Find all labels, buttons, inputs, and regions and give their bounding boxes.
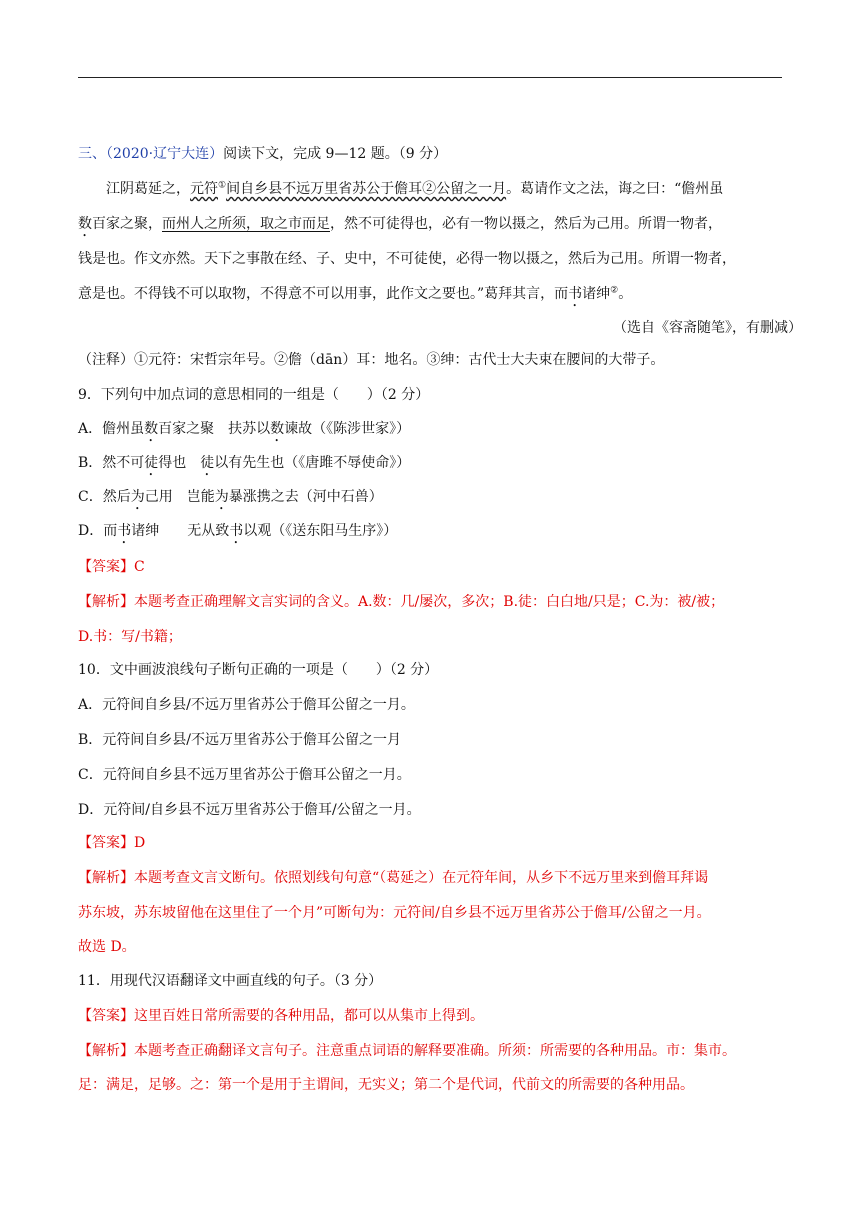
footnote-mark: ② bbox=[422, 181, 437, 197]
analysis-label: 【解析】 bbox=[78, 1043, 134, 1059]
section-instruction: 阅读下文，完成 9—12 题。（9 分） bbox=[223, 146, 448, 162]
q10-analysis-3: 故选 D。 bbox=[78, 939, 136, 955]
dotted-word: 徒 bbox=[144, 455, 159, 471]
q9-analysis-1 bbox=[78, 592, 724, 612]
dotted-word: 书 bbox=[117, 523, 132, 539]
q9-option-b bbox=[78, 453, 410, 479]
dotted-word: 为 bbox=[214, 489, 229, 505]
dotted-word: 数 bbox=[144, 421, 159, 437]
passage-text: 意是也。不得钱不可以取物，不得意不可以用事，此作文之要也。”葛拜其言，而 bbox=[78, 286, 569, 302]
q10-analysis-2: 苏东坡，苏东坡留他在这里住了一个月”可断句为：元符间/自乡县不远万里省苏公于儋耳/公留之一月。 bbox=[78, 905, 711, 921]
q11-answer bbox=[78, 1006, 484, 1026]
q10-option-c: C．元符间自乡县不远万里省苏公于儋耳公留之一月。 bbox=[78, 767, 411, 783]
dotted-word: 徒 bbox=[200, 455, 215, 471]
passage-line-2 bbox=[78, 214, 722, 240]
analysis-text: 本题考查文言文断句。依照划线句句意“（葛延之）在元符年间，从乡下不远万里来到儋耳拜谒 bbox=[134, 870, 709, 886]
passage-notes: （注释）①元符：宋哲宗年号。②儋（dān）耳：地名。③绅：古代士大夫束在腰间的大带子。 bbox=[78, 352, 665, 368]
q10-option-b: B．元符间自乡县/不远万里省苏公于儋耳公留之一月 bbox=[78, 732, 402, 748]
wavy-text: 元符 bbox=[190, 181, 218, 197]
passage-source: （选自《容斋随笔》，有删减） bbox=[613, 320, 802, 336]
footnote-mark: ② bbox=[610, 285, 619, 296]
dotted-word: 为 bbox=[130, 489, 145, 505]
passage-line-1 bbox=[106, 179, 723, 199]
passage-text: 百家之聚， bbox=[92, 216, 162, 232]
q9-option-d bbox=[78, 521, 397, 547]
q10-option-d: D．元符间/自乡县不远万里省苏公于儋耳/公留之一月。 bbox=[78, 802, 421, 818]
option-text: D．而 bbox=[78, 523, 118, 539]
analysis-label: 【解析】 bbox=[78, 594, 134, 610]
header-rule bbox=[78, 77, 782, 78]
section-prefix: 三、（2020·辽宁大连） bbox=[78, 146, 224, 162]
q9-option-a bbox=[78, 419, 410, 445]
passage-text: 诸绅 bbox=[582, 286, 611, 302]
q9-answer bbox=[78, 557, 145, 577]
analysis-text: 本题考查正确理解文言实词的含义。A.数：几/屡次，多次；B.徒：白白地/只是；C.为：被/被； bbox=[134, 594, 725, 610]
answer-value: 这里百姓日常所需要的各种用品，都可以从集市上得到。 bbox=[134, 1008, 484, 1024]
q10-analysis-1 bbox=[78, 868, 708, 888]
section-heading bbox=[78, 144, 447, 164]
footnote-mark: ① bbox=[218, 180, 227, 191]
q10-stem: 10．文中画波浪线句子断句正确的一项是（ ）（2 分） bbox=[78, 662, 439, 678]
wavy-text: 公留之一月 bbox=[436, 181, 507, 197]
option-text: 谏故（《陈涉世家》） bbox=[284, 421, 411, 437]
option-text: B．然不可 bbox=[78, 455, 145, 471]
option-text: A．儋州虽 bbox=[78, 421, 145, 437]
passage-text: ，然不可徒得也，必有一物以摄之，然后为己用。所谓一物者， bbox=[330, 216, 722, 232]
dotted-word: 数 bbox=[270, 421, 285, 437]
option-text: 以有先生也（《唐雎不辱使命》） bbox=[214, 455, 411, 471]
q10-option-a: A．元符间自乡县/不远万里省苏公于儋耳公留之一月。 bbox=[78, 697, 415, 713]
q9-analysis-2: D.书：写/书籍； bbox=[78, 629, 182, 645]
answer-value: D bbox=[134, 835, 146, 851]
option-text: 己用 岂能 bbox=[144, 489, 215, 505]
q11-stem: 11．用现代汉语翻译文中画直线的句子。（3 分） bbox=[78, 973, 383, 989]
option-text: C．然后 bbox=[78, 489, 131, 505]
q11-analysis-2: 足：满足，足够。之：第一个是用于主谓间，无实义；第二个是代词，代前文的所需要的各种用品。 bbox=[78, 1077, 694, 1093]
q9-option-c bbox=[78, 487, 383, 513]
analysis-label: 【解析】 bbox=[78, 870, 134, 886]
underlined-sentence: 而州人之所须，取之市而足 bbox=[162, 216, 330, 232]
passage-line-3: 钱是也。作文亦然。天下之事散在经、子、史中，不可徒使，必得一物以摄之，然后为己用。所谓一物者， bbox=[78, 251, 736, 267]
answer-label: 【答案】 bbox=[78, 559, 134, 575]
option-text: 诸绅 无从致 bbox=[131, 523, 230, 539]
option-text: 以观（《送东阳马生序》） bbox=[243, 523, 398, 539]
passage-line-4 bbox=[78, 284, 632, 310]
answer-value: C bbox=[134, 559, 145, 575]
dotted-word: 书 bbox=[568, 286, 583, 302]
dotted-word: 书 bbox=[229, 523, 244, 539]
wavy-text: 间自乡县不远万里省苏公于儋耳 bbox=[226, 181, 423, 197]
option-text: 百家之聚 扶苏以 bbox=[158, 421, 271, 437]
answer-label: 【答案】 bbox=[78, 1008, 134, 1024]
q9-stem: 9．下列句中加点词的意思相同的一组是（ ）（2 分） bbox=[78, 387, 430, 403]
passage-text: 江阴葛延之， bbox=[106, 181, 190, 197]
analysis-text: 本题考查正确翻译文言句子。注意重点词语的解释要准确。所须：所需要的各种用品。市：集市。 bbox=[134, 1043, 736, 1059]
option-text: 暴涨携之去（河中石兽） bbox=[228, 489, 383, 505]
answer-label: 【答案】 bbox=[78, 835, 134, 851]
option-text: 得也 bbox=[158, 455, 201, 471]
passage-text: 。葛请作文之法，诲之曰：“儋州虽 bbox=[506, 181, 724, 197]
passage-text: 。 bbox=[618, 286, 633, 302]
dotted-word: 数 bbox=[78, 216, 92, 232]
q10-answer bbox=[78, 833, 145, 853]
q11-analysis-1 bbox=[78, 1041, 736, 1061]
